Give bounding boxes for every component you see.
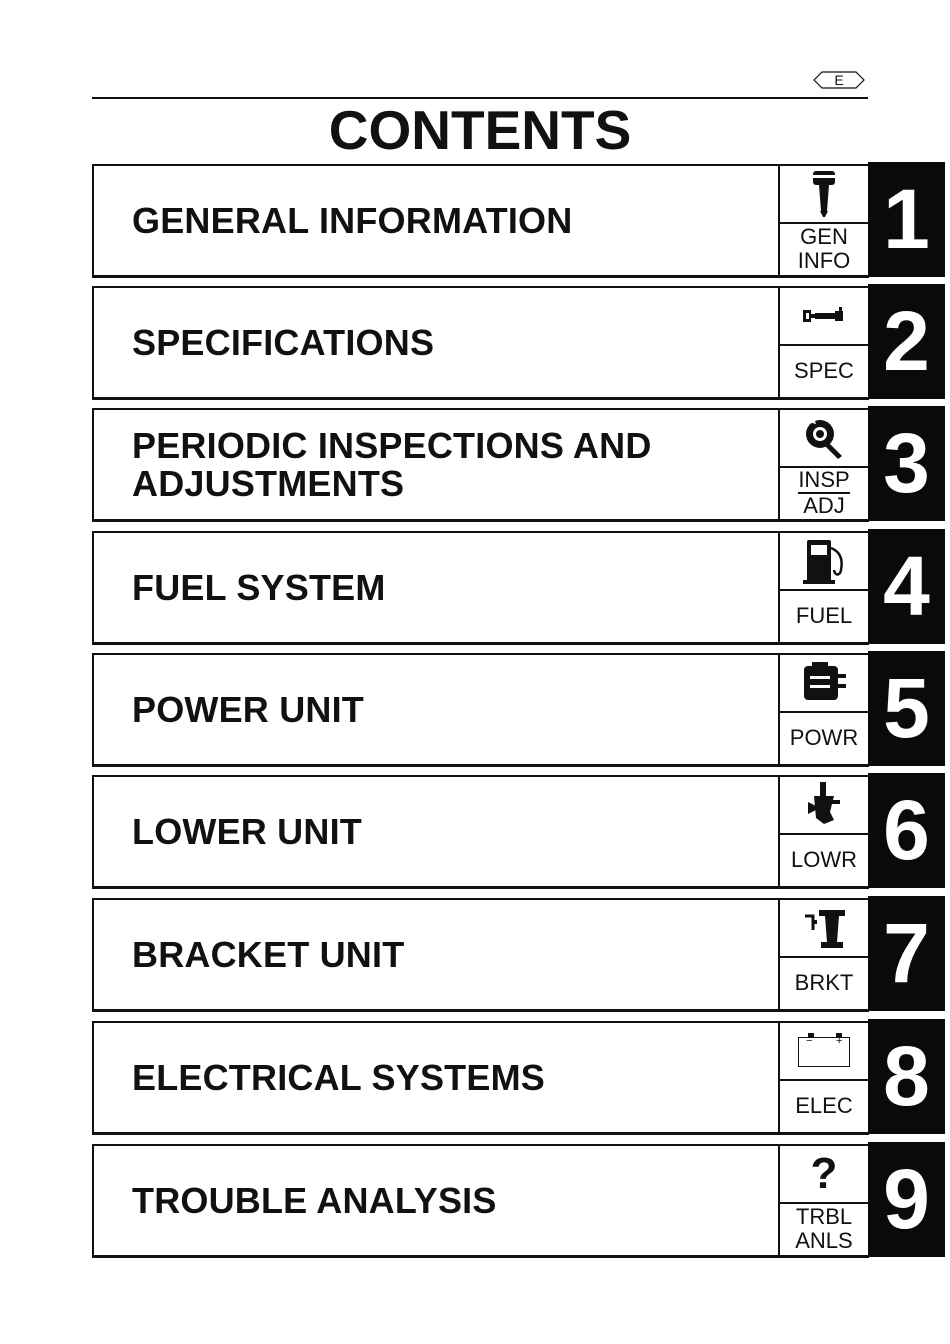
- section-title-box: [92, 898, 780, 1012]
- section-abbreviation: [780, 468, 868, 518]
- section-title-box: [92, 653, 780, 767]
- abbr-line: ELEC: [795, 1093, 853, 1118]
- section-bracket-unit[interactable]: [92, 898, 945, 1011]
- section-icon-box: [778, 653, 869, 767]
- section-icon-box: [778, 531, 869, 645]
- section-abbreviation: [780, 958, 868, 1008]
- section-title: [132, 533, 752, 642]
- battery-icon: [796, 1031, 852, 1071]
- section-title-line: ELECTRICAL SYSTEMS: [132, 1056, 545, 1098]
- section-abbreviation: [780, 346, 868, 396]
- section-title: [132, 1146, 752, 1255]
- battery-minus-label: −: [806, 1035, 813, 1047]
- section-title-line: FUEL SYSTEM: [132, 566, 386, 608]
- outboard-motor-icon: [809, 169, 839, 219]
- section-electrical-systems[interactable]: [92, 1021, 945, 1134]
- chapter-number-tab[interactable]: 5: [868, 651, 945, 766]
- section-icon-box: [778, 408, 869, 522]
- section-title-box: [92, 531, 780, 645]
- section-title-line: BRACKET UNIT: [132, 933, 405, 975]
- section-title-box: [92, 1144, 780, 1258]
- section-trouble-analysis[interactable]: [92, 1144, 945, 1257]
- section-title-box: [92, 1021, 780, 1135]
- section-icon-box: [778, 898, 869, 1012]
- fuel-pump-icon: [801, 536, 847, 586]
- section-fuel-system[interactable]: [92, 531, 945, 644]
- section-title-box: [92, 408, 780, 522]
- abbr-line: TRBL: [795, 1204, 853, 1229]
- chapter-number-tab[interactable]: 9: [868, 1142, 945, 1257]
- section-title: [132, 166, 752, 275]
- battery-plus-label: +: [836, 1035, 843, 1047]
- section-title: [132, 288, 752, 397]
- section-title-line: POWER UNIT: [132, 688, 364, 730]
- page-title: CONTENTS: [328, 99, 632, 161]
- section-abbreviation: [780, 835, 868, 885]
- chapter-number-tab[interactable]: 3: [868, 406, 945, 521]
- section-lower-unit[interactable]: [92, 775, 945, 888]
- section-title-line: PERIODIC INSPECTIONS AND: [132, 424, 652, 466]
- lower-unit-icon: [804, 780, 844, 830]
- bracket-icon: [801, 906, 847, 950]
- chapter-number-tab[interactable]: 1: [868, 162, 945, 277]
- abbr-line: ANLS: [795, 1228, 853, 1253]
- section-title: [132, 410, 752, 519]
- abbr-line: SPEC: [794, 358, 854, 383]
- section-title: [132, 1023, 752, 1132]
- chapter-number-tab[interactable]: 8: [868, 1019, 945, 1134]
- section-title-box: [92, 775, 780, 889]
- chapter-number-tab[interactable]: 6: [868, 773, 945, 888]
- section-title: [132, 655, 752, 764]
- section-abbreviation: [780, 713, 868, 763]
- section-title-box: [92, 286, 780, 400]
- section-title-line: LOWER UNIT: [132, 810, 362, 852]
- section-general-information[interactable]: [92, 164, 945, 277]
- abbr-line: LOWR: [791, 847, 857, 872]
- wrench-spec-icon: [801, 304, 847, 328]
- section-icon-box: [778, 286, 869, 400]
- section-title: [132, 900, 752, 1009]
- section-title-line: SPECIFICATIONS: [132, 321, 435, 363]
- section-icon-box: [778, 1144, 869, 1258]
- inspection-tool-icon: [802, 416, 846, 460]
- section-title-line: ADJUSTMENTS: [132, 462, 405, 504]
- section-abbreviation: [780, 1204, 868, 1254]
- chapter-number-tab[interactable]: 2: [868, 284, 945, 399]
- section-icon-box: [778, 1021, 869, 1135]
- section-periodic-inspections[interactable]: [92, 408, 945, 521]
- abbr-line: BRKT: [794, 970, 854, 995]
- section-title-line: TROUBLE ANALYSIS: [132, 1179, 497, 1221]
- engine-block-icon: [800, 660, 848, 706]
- abbr-line: INSP: [798, 467, 850, 492]
- question-mark-icon: ?: [810, 1149, 838, 1198]
- section-specifications[interactable]: [92, 286, 945, 399]
- abbr-line: ADJ: [803, 493, 845, 518]
- language-letter: E: [834, 72, 844, 88]
- section-title-box: [92, 164, 780, 278]
- section-title-line: GENERAL INFORMATION: [132, 199, 573, 241]
- chapter-number-tab[interactable]: 7: [868, 896, 945, 1011]
- abbr-line: INFO: [797, 248, 851, 273]
- section-icon-box: [778, 164, 869, 278]
- abbr-line: POWR: [789, 725, 859, 750]
- section-abbreviation: [780, 591, 868, 641]
- abbr-line: FUEL: [795, 603, 853, 628]
- language-badge: [812, 70, 866, 90]
- abbr-line: GEN: [800, 224, 848, 249]
- section-icon-box: [778, 775, 869, 889]
- section-abbreviation: [780, 1081, 868, 1131]
- section-abbreviation: [780, 224, 868, 274]
- section-power-unit[interactable]: [92, 653, 945, 766]
- chapter-number-tab[interactable]: 4: [868, 529, 945, 644]
- section-title: [132, 777, 752, 886]
